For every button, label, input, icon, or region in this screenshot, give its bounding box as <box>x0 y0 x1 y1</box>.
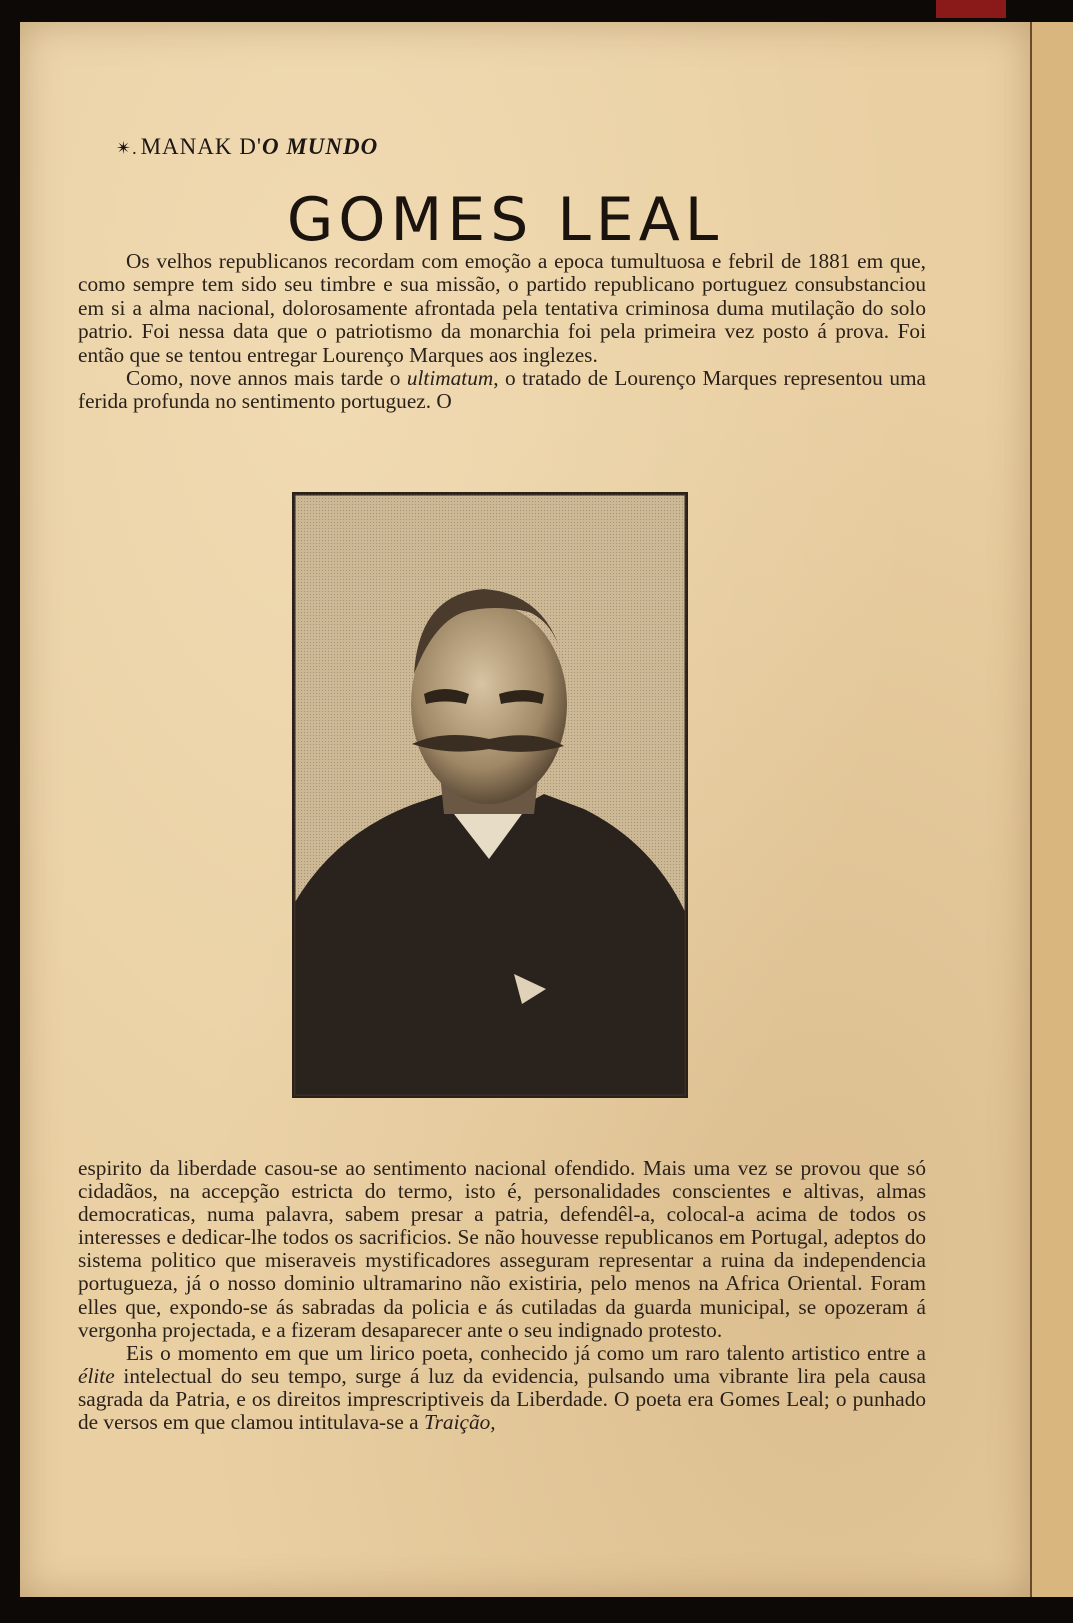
adjacent-page-edge <box>1030 22 1073 1597</box>
portrait-photo <box>292 492 688 1098</box>
paragraph-2 <box>78 367 926 414</box>
running-header <box>116 134 378 160</box>
portrait-illustration <box>294 494 686 1096</box>
paragraph-1: Os velhos republicanos recordam com emoção a epoca tumultuosa e febril de 1881 em que, como sempre tem sido seu timbre e sua missão, o partido republicano portuguez consubstanciou em si a alma nacional, dolorosamente afrontada pela tentativa criminosa duma mutilação do solo patrio. Foi nessa data que o patriotismo da monarchia foi pela primeira vez posto á prova. Foi então que se tentou entregar Lourenço Marques aos inglezes. <box>78 249 926 367</box>
paragraph-4-italic-elite: élite <box>78 1363 115 1388</box>
header-ornament: ✴. <box>116 138 138 158</box>
document-page <box>20 22 1030 1597</box>
paragraph-4-italic-traicao: Traição, <box>423 1410 496 1435</box>
article-text-bottom <box>78 1157 926 1434</box>
header-text: MANAK D' <box>140 134 262 159</box>
paragraph-2-end: , o tratado de Lourenço Marques representou uma ferida profunda no sentimento portuguez. O <box>78 366 926 414</box>
article-title: GOMES LEAL <box>286 185 724 255</box>
article-text-top <box>78 250 926 414</box>
paragraph-3: espirito da liberdade casou-se ao sentimento nacional ofendido. Mais uma vez se provou que só cidadãos, na accepção estricta do termo, isto é, personalidades conscientes e altivas, almas democraticas, numa palavra, sabem presar a patria, defendêl-a, colocal-a acima de todos os interesses e dedicar-lhe todos os sacrificios. Se não houvesse republicanos em Portugal, adeptos do sistema politico que miseraveis mystificadores asseguram representar a ruina da independencia portugueza, já o nosso dominio ultramarino não existiria, pelo menos na Africa Oriental. Foram elles que, expondo-se ás sabradas da policia e ás cutiladas da guarda municipal, se opozeram á vergonha projectada, e a fizeram desaparecer ante o seu indignado protesto. <box>78 1156 926 1342</box>
paragraph-4-start: Eis o momento em que um lirico poeta, conhecido já como um raro talento artistico entre a <box>126 1340 926 1365</box>
red-tab-mark <box>936 0 1006 18</box>
paragraph-4-middle: intelectual do seu tempo, surge á luz da evidencia, pulsando uma vibrante lira pela causa sagrada da Patria, e os direitos imprescriptiveis da Liberdade. O poeta era Gomes Leal; o punhado de versos em que clamou intitulava-se a <box>78 1363 926 1435</box>
paragraph-2-start: Como, nove annos mais tarde o <box>126 366 407 391</box>
header-text-bold: O MUNDO <box>262 134 379 159</box>
paragraph-2-italic: ultimatum <box>406 366 494 391</box>
paragraph-4 <box>78 1342 926 1434</box>
